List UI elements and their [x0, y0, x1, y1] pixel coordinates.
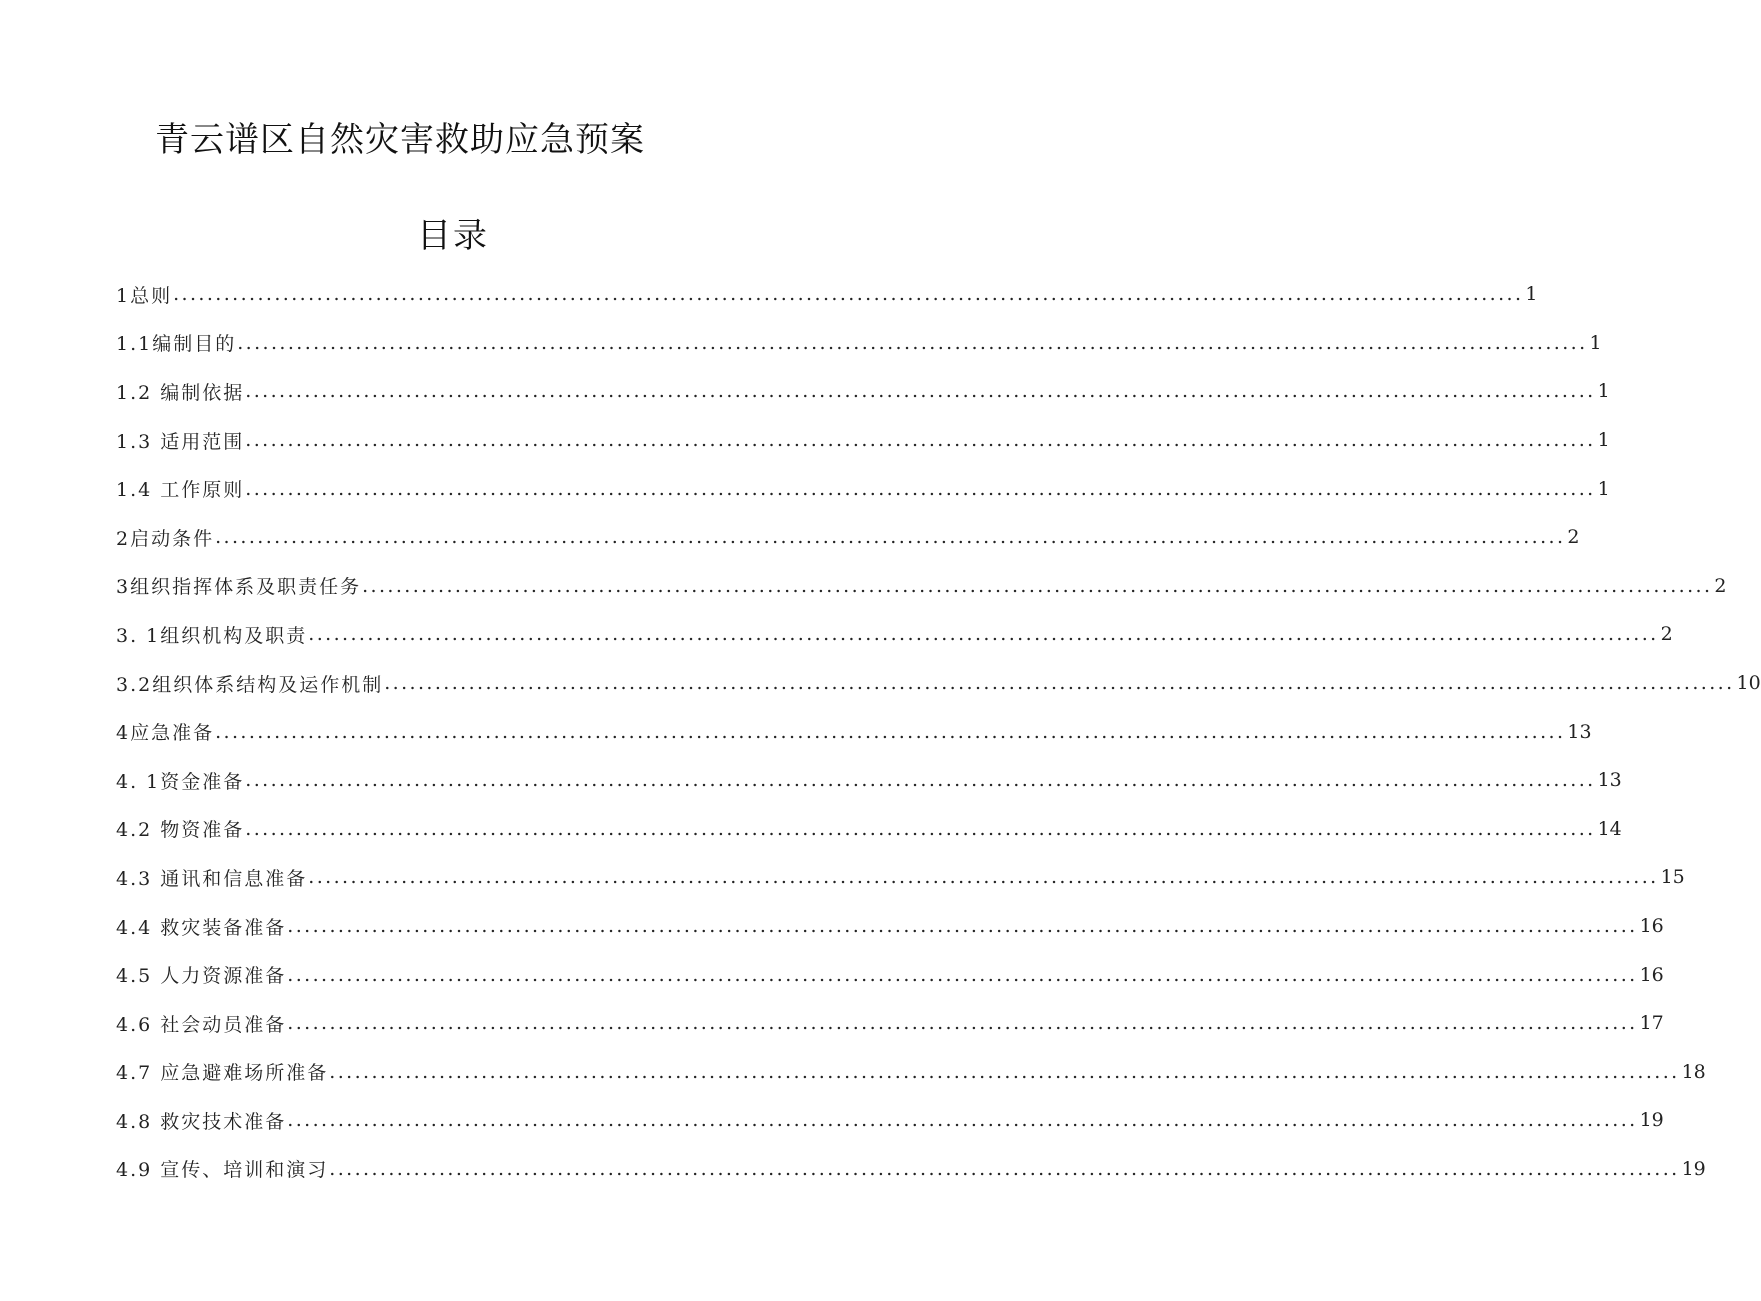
toc-page-number: 2: [1714, 574, 1727, 597]
toc-entry-label: 4.5 人力资源准备: [116, 965, 287, 988]
toc-dot-leader: ................................................................................................................................................................: [287, 1109, 1638, 1132]
toc-entry[interactable]: [116, 513, 1580, 562]
toc-entry-label: 4.8 救灾技术准备: [116, 1110, 287, 1133]
toc-entry-label: 4.6 社会动员准备: [116, 1013, 287, 1036]
toc-page-number: 19: [1681, 1157, 1706, 1180]
toc-dot-leader: ................................................................................................................................................................: [362, 574, 1713, 597]
toc-dot-leader: ................................................................................................................................................................: [308, 866, 1659, 889]
toc-dot-leader: ................................................................................................................................................................: [308, 623, 1659, 646]
toc-page-number: 1: [1597, 477, 1610, 500]
toc-page-number: 2: [1567, 526, 1580, 549]
toc-entry-label: 2启动条件: [116, 527, 215, 550]
toc-page-number: 1: [1597, 380, 1610, 403]
toc-entry-label: 1.1编制目的: [116, 333, 237, 356]
toc-entry[interactable]: [116, 1096, 1664, 1145]
toc-dot-leader: ................................................................................................................................................................: [173, 283, 1524, 306]
toc-dot-leader: ................................................................................................................................................................: [245, 817, 1596, 840]
toc-dot-leader: ................................................................................................................................................................: [245, 769, 1596, 792]
toc-entry-label: 4. 1资金准备: [116, 770, 245, 793]
toc-entry-label: 4.7 应急避难场所准备: [116, 1062, 329, 1085]
toc-page-number: 16: [1639, 963, 1664, 986]
toc-dot-leader: ................................................................................................................................................................: [215, 526, 1566, 549]
toc-entry-label: 4.3 通讯和信息准备: [116, 867, 308, 890]
toc-dot-leader: ................................................................................................................................................................: [245, 380, 1596, 403]
toc-entry[interactable]: [116, 1145, 1706, 1194]
toc-page-number: 1: [1589, 331, 1602, 354]
toc-entry[interactable]: [116, 562, 1727, 611]
toc-dot-leader: ................................................................................................................................................................: [245, 477, 1596, 500]
toc-entry[interactable]: [116, 853, 1685, 902]
toc-dot-leader: ................................................................................................................................................................: [245, 429, 1596, 452]
toc-entry[interactable]: [116, 902, 1664, 951]
toc-entry-label: 4.2 物资准备: [116, 819, 245, 842]
toc-entry-label: 3.2组织体系结构及运作机制: [116, 673, 384, 696]
toc-entry[interactable]: [116, 707, 1592, 756]
toc-entry-label: 4应急准备: [116, 722, 215, 745]
toc-entry-label: 1.3 适用范围: [116, 430, 245, 453]
toc-page-number: 13: [1597, 769, 1622, 792]
toc-page-number: 13: [1567, 720, 1592, 743]
toc-entry[interactable]: [116, 805, 1622, 854]
toc-page-number: 18: [1681, 1060, 1706, 1083]
toc-page-number: 15: [1660, 866, 1685, 889]
table-of-contents: [116, 270, 1761, 1193]
toc-dot-leader: ................................................................................................................................................................: [215, 720, 1566, 743]
toc-page-number: 19: [1639, 1109, 1664, 1132]
toc-entry[interactable]: [116, 610, 1673, 659]
toc-entry[interactable]: [116, 416, 1610, 465]
toc-entry[interactable]: [116, 319, 1602, 368]
toc-heading: 目录: [417, 216, 489, 256]
toc-page-number: 10: [1736, 672, 1761, 695]
toc-entry[interactable]: [116, 950, 1664, 999]
toc-dot-leader: ................................................................................................................................................................: [287, 1012, 1638, 1035]
toc-page-number: 16: [1639, 915, 1664, 938]
toc-entry-label: 4.4 救灾装备准备: [116, 916, 287, 939]
toc-page-number: 1: [1597, 429, 1610, 452]
toc-page-number: 14: [1597, 817, 1622, 840]
toc-entry[interactable]: [116, 367, 1610, 416]
toc-page-number: 17: [1639, 1012, 1664, 1035]
toc-dot-leader: ................................................................................................................................................................: [384, 672, 1735, 695]
toc-entry-label: 4.9 宣传、培训和演习: [116, 1159, 329, 1182]
toc-entry[interactable]: [116, 464, 1610, 513]
toc-dot-leader: ................................................................................................................................................................: [237, 331, 1588, 354]
toc-entry-label: 3组织指挥体系及职责任务: [116, 576, 362, 599]
toc-entry-label: 1总则: [116, 284, 173, 307]
toc-entry[interactable]: [116, 1048, 1706, 1097]
toc-entry[interactable]: [116, 756, 1622, 805]
toc-entry-label: 1.4 工作原则: [116, 479, 245, 502]
toc-dot-leader: ................................................................................................................................................................: [287, 963, 1638, 986]
toc-dot-leader: ................................................................................................................................................................: [329, 1060, 1680, 1083]
toc-dot-leader: ................................................................................................................................................................: [329, 1157, 1680, 1180]
toc-entry-label: 1.2 编制依据: [116, 381, 245, 404]
toc-page-number: 1: [1525, 283, 1538, 306]
toc-entry-label: 3. 1组织机构及职责: [116, 624, 308, 647]
document-title: 青云谱区自然灾害救助应急预案: [155, 120, 645, 160]
toc-dot-leader: ................................................................................................................................................................: [287, 915, 1638, 938]
toc-entry[interactable]: [116, 659, 1761, 708]
toc-page-number: 2: [1660, 623, 1673, 646]
toc-entry[interactable]: [116, 270, 1538, 319]
toc-entry[interactable]: [116, 999, 1664, 1048]
